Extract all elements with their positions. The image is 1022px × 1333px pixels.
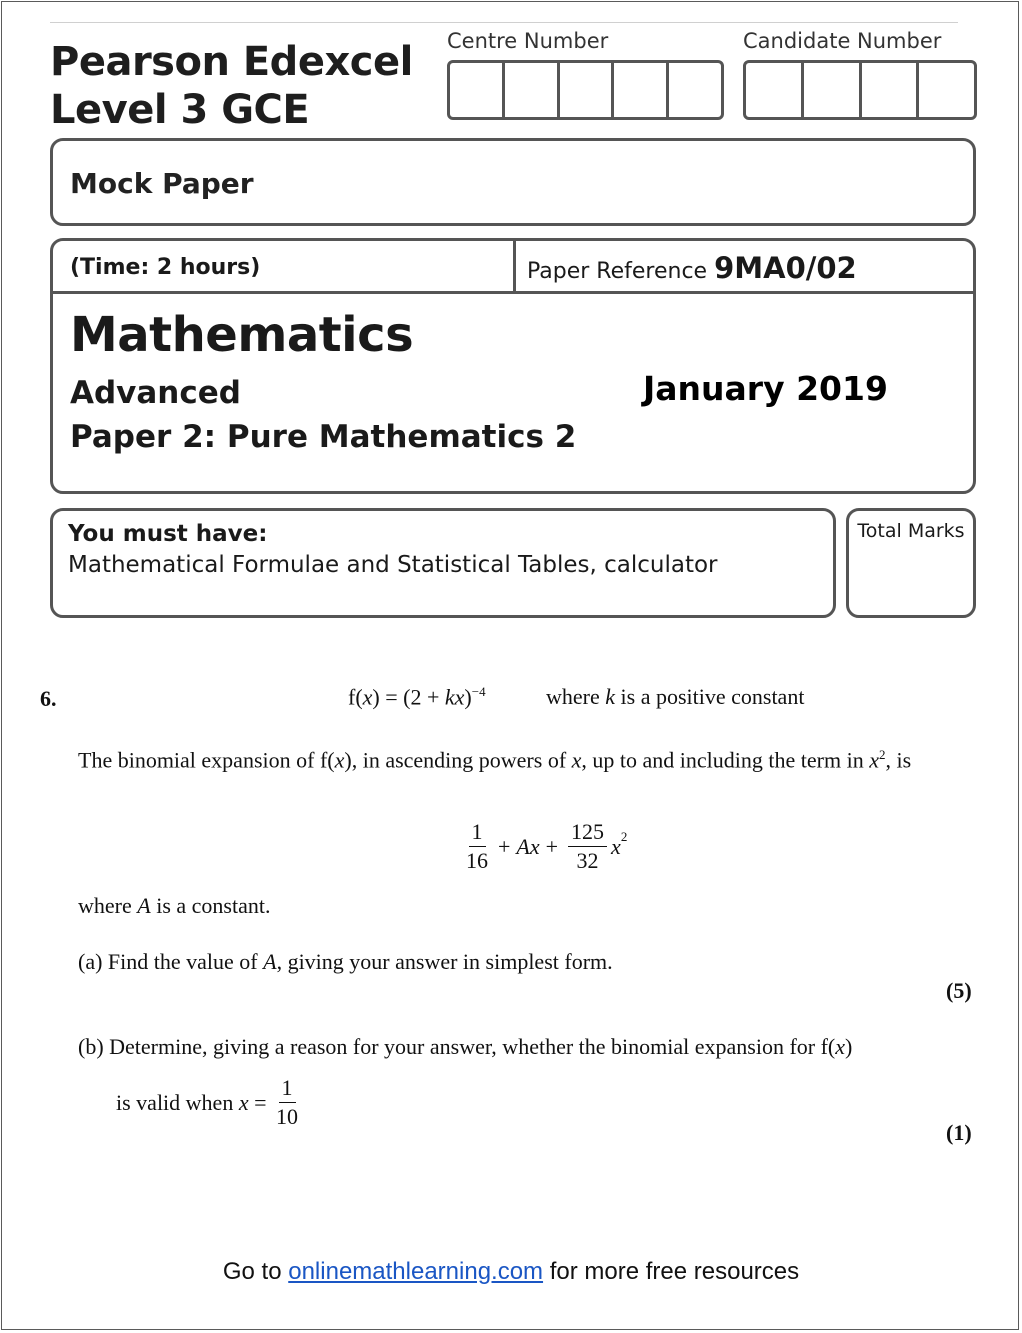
constant-a-statement — [78, 893, 270, 919]
intro-text: The binomial expansion of f( — [78, 747, 335, 773]
paper-reference — [527, 251, 857, 285]
constant-condition — [546, 684, 804, 710]
condition-text: where — [546, 684, 606, 709]
fraction-term-1 — [466, 820, 488, 873]
condition-text: is a positive constant — [615, 684, 805, 709]
binomial-expansion — [462, 820, 627, 873]
time-allowed: (Time: 2 hours) — [70, 255, 261, 280]
exam-date: January 2019 — [643, 369, 888, 408]
part-a-text: (a) Find the value of — [78, 949, 264, 974]
total-marks-label: Total Marks — [857, 520, 965, 542]
paper-info-header — [53, 241, 973, 294]
fraction-denominator: 32 — [576, 848, 599, 873]
part-b-text: (b) Determine, giving a reason for your answer, whether the binomial expansion for f( — [78, 1034, 836, 1059]
function-text: f( — [348, 684, 363, 710]
validity-var: x — [238, 1089, 249, 1115]
resource-link[interactable]: onlinemathlearning.com — [288, 1258, 544, 1285]
candidate-number-boxes[interactable] — [743, 60, 977, 120]
intro-text: , up to and including the term in — [581, 747, 870, 773]
x-squared-var: x — [611, 833, 621, 859]
part-b-marks: (1) — [946, 1120, 972, 1145]
candidate-digit-box[interactable] — [804, 63, 862, 117]
function-definition — [348, 684, 486, 710]
fraction-denominator: 16 — [466, 848, 488, 873]
centre-number-boxes[interactable] — [447, 60, 724, 120]
centre-number-label: Centre Number — [447, 29, 609, 53]
ax-term: Ax — [516, 833, 540, 859]
paper-reference-code: 9MA0/02 — [714, 251, 857, 285]
fraction-numerator: 1 — [469, 820, 486, 847]
validity-condition — [116, 1076, 302, 1129]
intro-var: x — [571, 747, 582, 773]
paper-reference-label: Paper Reference — [527, 259, 708, 284]
candidate-digit-box[interactable] — [919, 63, 974, 117]
footer-text: Go to — [222, 1258, 289, 1285]
statement-var: A — [137, 893, 151, 918]
board-line-1: Pearson Edexcel — [50, 39, 413, 85]
question-intro — [78, 740, 948, 774]
fraction-term-3 — [568, 820, 607, 873]
requirements-box — [50, 508, 836, 618]
centre-digit-box[interactable] — [669, 63, 721, 117]
intro-exponent: 2 — [878, 747, 886, 762]
mock-paper-label: Mock Paper — [70, 167, 254, 200]
top-rule — [50, 22, 958, 23]
footer-text: for more free resources — [543, 1258, 800, 1285]
statement-text: where — [78, 893, 138, 918]
part-a-question — [78, 949, 613, 975]
candidate-digit-box[interactable] — [746, 63, 804, 117]
function-text: ) — [464, 684, 472, 710]
centre-digit-box[interactable] — [450, 63, 505, 117]
exam-board-title — [50, 38, 413, 134]
subject-title: Mathematics — [70, 307, 414, 363]
fraction-numerator: 125 — [568, 820, 607, 847]
footer — [0, 1258, 1022, 1286]
function-kx: kx — [444, 684, 465, 710]
intro-text: ), in ascending powers of — [344, 747, 572, 773]
function-text: ) = (2 + — [372, 684, 445, 710]
plus-sign: + — [545, 833, 559, 859]
board-line-2: Level 3 GCE — [50, 87, 310, 133]
centre-digit-box[interactable] — [560, 63, 615, 117]
function-var: x — [362, 684, 373, 710]
part-b-question — [78, 1034, 852, 1060]
requirements-heading: You must have: — [68, 521, 268, 547]
mock-paper-box — [50, 138, 976, 226]
centre-digit-box[interactable] — [614, 63, 669, 117]
fraction-denominator: 10 — [276, 1104, 299, 1129]
part-b-var: x — [835, 1034, 846, 1059]
part-b-text: ) — [845, 1034, 853, 1059]
total-marks-box[interactable] — [846, 508, 976, 618]
question-number: 6. — [40, 686, 57, 711]
plus-sign: + — [498, 833, 511, 859]
intro-var: x — [869, 747, 879, 773]
x-squared-exponent: 2 — [620, 828, 628, 844]
intro-text: , is — [885, 747, 912, 773]
level-title: Advanced — [70, 375, 241, 411]
part-a-marks: (5) — [946, 978, 972, 1003]
equals-sign: = — [248, 1089, 273, 1115]
statement-text: is a constant. — [150, 893, 271, 918]
candidate-number-label: Candidate Number — [743, 29, 942, 53]
requirements-items: Mathematical Formulae and Statistical Tables, calculator — [68, 552, 718, 578]
intro-var: x — [334, 747, 345, 773]
paper-title: Paper 2: Pure Mathematics 2 — [70, 419, 577, 455]
part-a-text: , giving your answer in simplest form. — [276, 949, 613, 974]
candidate-digit-box[interactable] — [862, 63, 920, 117]
part-a-var: A — [263, 949, 277, 974]
validity-fraction — [276, 1076, 298, 1129]
paper-info-box — [50, 238, 976, 494]
condition-var: k — [605, 684, 616, 709]
fraction-numerator: 1 — [279, 1076, 296, 1103]
function-exponent: −4 — [471, 684, 486, 699]
validity-text: is valid when — [116, 1089, 234, 1115]
header-divider — [513, 241, 516, 291]
centre-digit-box[interactable] — [505, 63, 560, 117]
